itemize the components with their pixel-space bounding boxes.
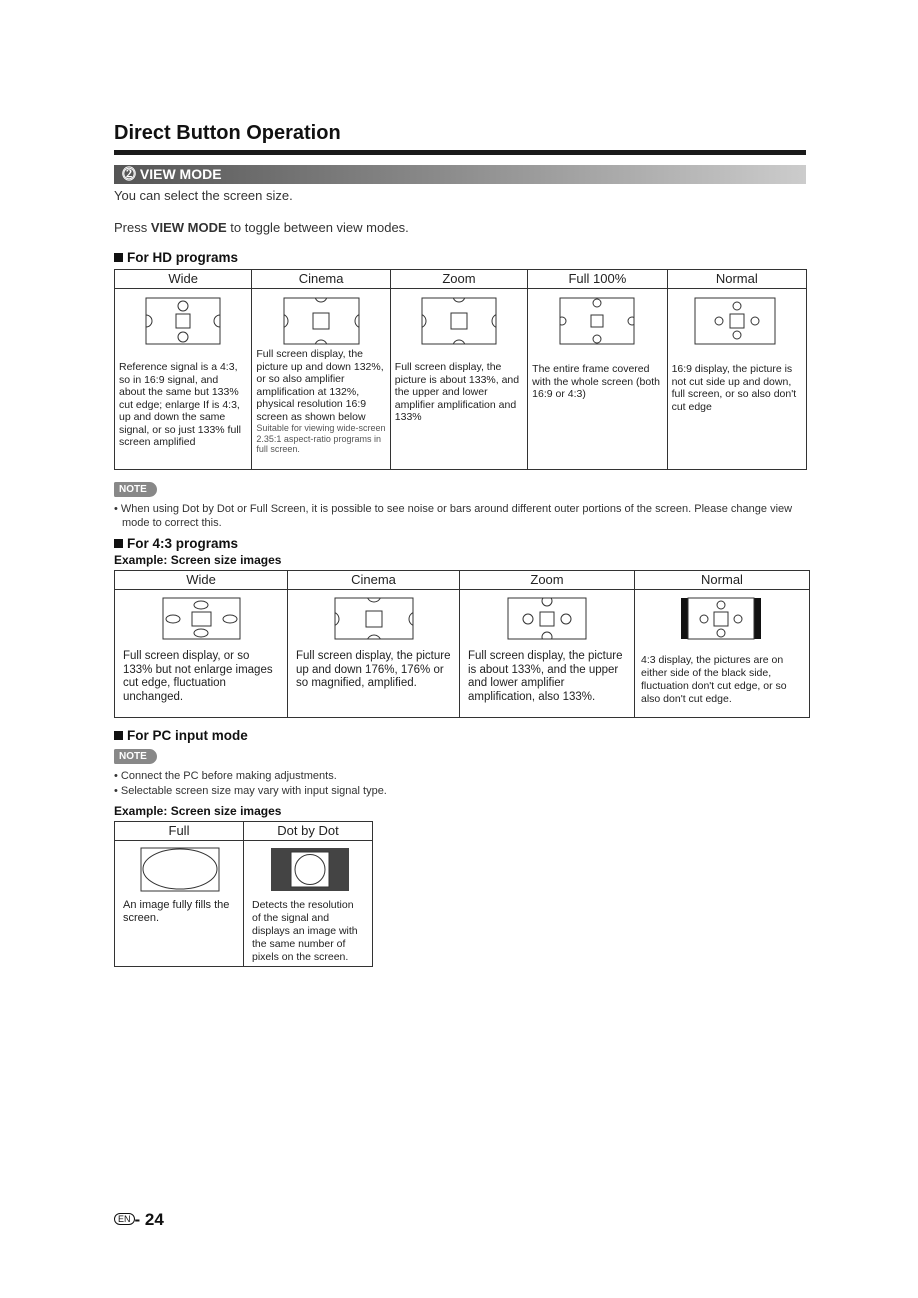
sd-wide-desc: Full screen display, or so 133% but not enlarge images cut edge, fluctuation unchanged. xyxy=(123,650,273,703)
pc-cell-dotbydot xyxy=(244,841,373,967)
lang-badge: EN xyxy=(114,1213,135,1225)
sd-heading xyxy=(114,536,238,551)
hd-table xyxy=(114,269,807,470)
sd-cell-cinema xyxy=(288,590,460,718)
hd-cinema-desc: Full screen display, the picture up and down 132%, or so also amplifier amplification at 132%, physical resolution 16:9 screen as shown below xyxy=(256,348,384,423)
hd-full100-desc: The entire frame covered with the whole screen (both 16:9 or 4:3) xyxy=(532,363,660,400)
note1-badge xyxy=(114,479,157,497)
sd-col-normal: Normal xyxy=(635,571,810,590)
press-suffix: to toggle between view modes. xyxy=(226,220,409,235)
sd-zoom-desc: Full screen display, the picture is about 133%, and the upper and lower amplifier amplification, also 133%. xyxy=(468,650,623,703)
pc-bullet-2: • Selectable screen size may vary with input signal type. xyxy=(114,785,387,797)
sd-col-wide: Wide xyxy=(115,571,288,590)
hd-cell-zoom xyxy=(390,289,527,470)
section-bar xyxy=(114,165,806,184)
pc-bullet-1: • Connect the PC before making adjustments. xyxy=(114,770,337,782)
press-instruction xyxy=(114,220,409,235)
hd-cinema-note: Suitable for viewing wide-screen 2.35:1 aspect-ratio programs in full screen. xyxy=(256,423,386,454)
hd-cell-cinema xyxy=(252,289,390,470)
square-bullet-icon xyxy=(114,253,123,262)
hd-zoom-desc: Full screen display, the picture is about 133%, and the upper and lower amplifier amplification and 133% xyxy=(394,361,520,423)
hd-normal-desc: 16:9 display, the picture is not cut side up and down, full screen, or so also don't cut edge xyxy=(671,363,797,413)
zoom-illustration-icon xyxy=(391,289,527,351)
sd-cell-wide xyxy=(115,590,288,718)
square-bullet-icon xyxy=(114,731,123,740)
hd-wide-desc: Reference signal is a 4:3, so in 16:9 signal, and about the same but 133% cut edge; enlarge If is 4:3, up and down the same signal, or so just 133% full screen amplified xyxy=(119,361,241,448)
sd-cinema-illustration-icon xyxy=(288,590,459,646)
normal-illustration-icon xyxy=(668,289,806,351)
page-number: 24 xyxy=(144,1210,164,1229)
hd-cell-normal xyxy=(667,289,806,470)
hd-col-cinema: Cinema xyxy=(252,270,390,289)
pc-full-desc: An image fully fills the screen. xyxy=(123,899,230,924)
footer-sep: - xyxy=(134,1210,145,1229)
note1-label: NOTE xyxy=(114,482,157,497)
pc-col-dotbydot: Dot by Dot xyxy=(244,822,373,841)
title-rule xyxy=(114,150,806,155)
square-bullet-icon xyxy=(114,539,123,548)
sd-cell-normal xyxy=(635,590,810,718)
sd-col-cinema: Cinema xyxy=(288,571,460,590)
full100-illustration-icon xyxy=(528,289,666,351)
sd-cinema-desc: Full screen display, the picture up and down 176%, 176% or so magnified, amplified. xyxy=(296,650,451,689)
pc-col-full: Full xyxy=(115,822,244,841)
page-footer xyxy=(114,1210,164,1230)
view-mode-key: VIEW MODE xyxy=(150,220,227,235)
note1-text: • When using Dot by Dot or Full Screen, it is possible to see noise or bars around different outer portions of the screen. Please change view mode to correct this. xyxy=(114,503,793,529)
intro-text: You can select the screen size. xyxy=(114,188,293,203)
cinema-illustration-icon xyxy=(253,289,390,351)
pc-dotbydot-desc: Detects the resolution of the signal and displays an image with the same number of pixels on the screen. xyxy=(252,899,358,963)
hd-col-zoom: Zoom xyxy=(390,270,527,289)
pc-full-illustration-icon xyxy=(115,841,243,897)
hd-heading xyxy=(114,250,238,265)
pc-heading xyxy=(114,728,248,743)
hd-heading-text: For HD programs xyxy=(127,250,239,265)
pc-heading-text: For PC input mode xyxy=(127,728,248,743)
note2-badge xyxy=(114,746,157,764)
hd-col-wide: Wide xyxy=(115,270,252,289)
sd-col-zoom: Zoom xyxy=(460,571,635,590)
hd-col-full100: Full 100% xyxy=(528,270,667,289)
pc-table xyxy=(114,821,373,967)
sd-zoom-illustration-icon xyxy=(460,590,634,646)
note2-label: NOTE xyxy=(114,749,157,764)
wide-illustration-icon xyxy=(115,289,251,351)
hd-col-normal: Normal xyxy=(667,270,806,289)
sd-normal-desc: 4:3 display, the pictures are on either side of the black side, fluctuation don't cut edge, or so also don't cut edge. xyxy=(641,654,787,705)
page-title: Direct Button Operation xyxy=(114,122,341,144)
press-prefix: Press xyxy=(114,220,151,235)
sd-table xyxy=(114,570,810,718)
sd-wide-illustration-icon xyxy=(115,590,287,646)
sd-subheading: Example: Screen size images xyxy=(114,553,282,567)
pc-dotbydot-illustration-icon xyxy=(244,841,372,897)
sd-heading-text: For 4:3 programs xyxy=(127,536,239,551)
sd-cell-zoom xyxy=(460,590,635,718)
hd-cell-wide xyxy=(115,289,252,470)
sd-normal-illustration-icon xyxy=(635,590,809,646)
pc-subheading: Example: Screen size images xyxy=(114,804,282,818)
hd-cell-full100 xyxy=(528,289,667,470)
pc-cell-full xyxy=(115,841,244,967)
section-label: ⓶ VIEW MODE xyxy=(122,166,222,182)
